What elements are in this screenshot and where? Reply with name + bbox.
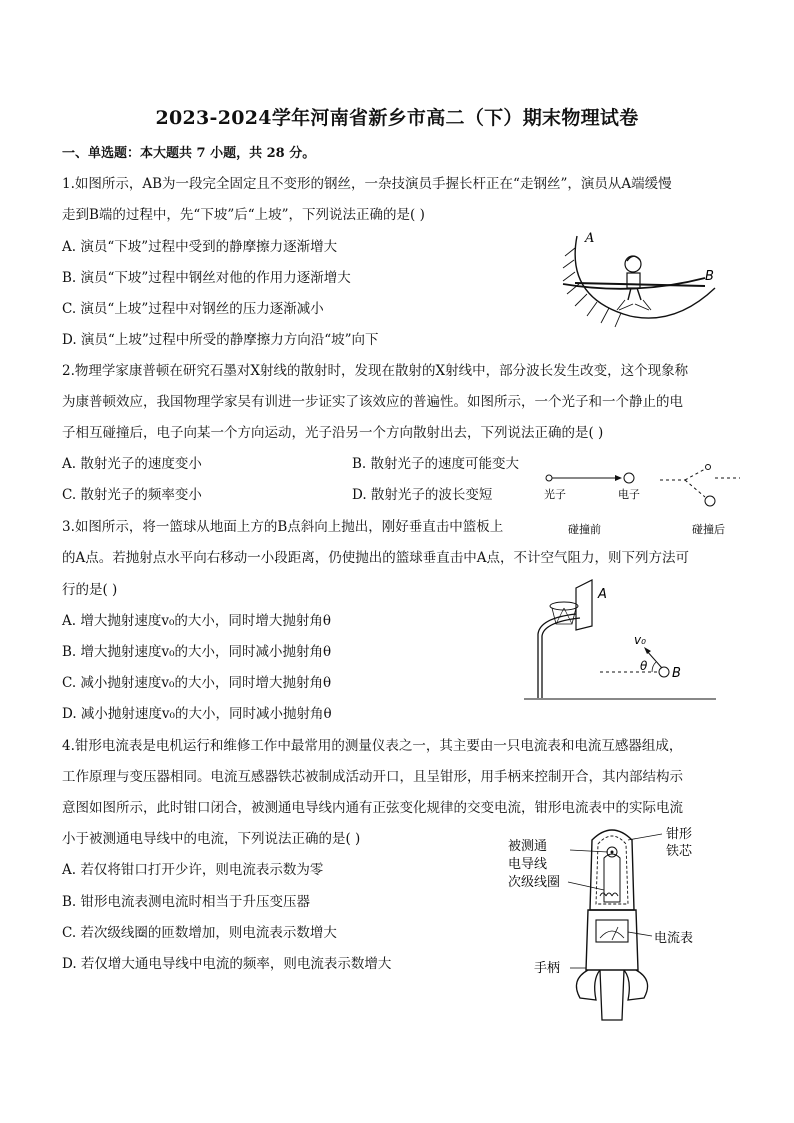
- q2-option-d: D. 散射光子的波长变短: [352, 487, 493, 503]
- electron-label: 电子: [618, 488, 640, 501]
- after-collision-label: 碰撞后: [692, 523, 725, 536]
- q3-option-a: A. 增大抛射速度v₀的大小，同时增大抛射角θ: [62, 613, 331, 629]
- clamp-meter-figure: [500, 820, 740, 1030]
- q4-stem-line: 工作原理与变压器相同。电流互感器铁芯被制成活动开口，且呈钳形，用手柄来控制开合，其内部结构示: [62, 769, 683, 785]
- secondary-coil-label: 次级线圈: [508, 875, 561, 890]
- point-a-label: A: [585, 231, 595, 246]
- q1-option-b: B. 演员“下坡”过程中钢丝对他的作用力逐渐增大: [62, 270, 351, 286]
- tightrope-figure: [555, 228, 725, 328]
- page-title: 2023-2024学年河南省新乡市高二（下）期末物理试卷: [155, 107, 639, 129]
- q2-stem-line: 子相互碰撞后，电子向某一个方向运动，光子沿另一个方向散射出去，下列说法正确的是( ): [62, 425, 604, 441]
- q2-option-b: B. 散射光子的速度可能变大: [352, 456, 520, 472]
- q3-option-c: C. 减小抛射速度v₀的大小，同时增大抛射角θ: [62, 675, 332, 691]
- wire-label-line2: 电导线: [508, 857, 548, 872]
- theta-label: θ: [640, 659, 648, 673]
- v0-label: v₀: [634, 633, 646, 647]
- q4-option-b: B. 钳形电流表测电流时相当于升压变压器: [62, 894, 311, 910]
- handle-label: 手柄: [534, 961, 561, 976]
- q1-stem-line: 1.如图所示，AB为一段完全固定且不变形的钢丝，一杂技演员手握长杆正在“走钢丝”，演员从A端缓慢: [62, 176, 672, 192]
- photon-label: 光子: [544, 488, 566, 501]
- q1-option-a: A. 演员“下坡”过程中受到的静摩擦力逐渐增大: [62, 239, 338, 255]
- wire-label-line1: 被测通: [508, 839, 548, 854]
- point-b-label: B: [672, 666, 681, 681]
- compton-scattering-figure: [540, 455, 750, 540]
- q1-option-c: C. 演员“上坡”过程中对钢丝的压力逐渐减小: [62, 301, 324, 317]
- ammeter-label: 电流表: [654, 931, 694, 946]
- clamp-core-label-line2: 铁芯: [666, 844, 693, 859]
- basketball-figure: [520, 578, 720, 706]
- clamp-core-label-line1: 钳形: [666, 827, 693, 842]
- q4-stem-line: 意图如图所示，此时钳口闭合，被测通电导线内通有正弦变化规律的交变电流，钳形电流表中的实际电流: [62, 800, 683, 816]
- q4-stem-line: 小于被测通电导线中的电流，下列说法正确的是( ): [62, 831, 361, 847]
- q2-option-a: A. 散射光子的速度变小: [62, 456, 202, 472]
- q4-option-c: C. 若次级线圈的匝数增加，则电流表示数增大: [62, 925, 337, 941]
- q2-option-c: C. 散射光子的频率变小: [62, 487, 202, 503]
- q3-stem-line: 的A点。若抛射点水平向右移动一小段距离，仍使抛出的篮球垂直击中A点，不计空气阻力，则下列方法可: [62, 550, 689, 566]
- before-collision-label: 碰撞前: [568, 523, 601, 536]
- point-b-label: B: [705, 269, 714, 284]
- q1-stem-line: 走到B端的过程中，先“下坡”后“上坡”，下列说法正确的是( ): [62, 207, 425, 223]
- q1-option-d: D. 演员“上坡”过程中所受的静摩擦力方向沿“坡”向下: [62, 332, 379, 348]
- q3-stem-line: 3.如图所示，将一篮球从地面上方的B点斜向上抛出，刚好垂直击中篮板上: [62, 519, 504, 535]
- q4-stem-line: 4.钳形电流表是电机运行和维修工作中最常用的测量仪表之一，其主要由一只电流表和电流互感器组成，: [62, 738, 683, 754]
- q4-option-d: D. 若仅增大通电导线中电流的频率，则电流表示数增大: [62, 956, 392, 972]
- q2-stem-line: 2.物理学家康普顿在研究石墨对X射线的散射时，发现在散射的X射线中，部分波长发生改变，这个现象称: [62, 363, 689, 379]
- q3-option-d: D. 减小抛射速度v₀的大小，同时减小抛射角θ: [62, 706, 332, 722]
- q3-option-b: B. 增大抛射速度v₀的大小，同时减小抛射角θ: [62, 644, 332, 660]
- point-a-label: A: [598, 587, 607, 602]
- q3-stem-line: 行的是( ): [62, 582, 118, 598]
- q4-option-a: A. 若仅将钳口打开少许，则电流表示数为零: [62, 862, 324, 878]
- q2-stem-line: 为康普顿效应，我国物理学家吴有训进一步证实了该效应的普遍性。如图所示，一个光子和一个静止的电: [62, 394, 683, 410]
- section-heading: 一、单选题：本大题共 7 小题，共 28 分。: [62, 146, 316, 161]
